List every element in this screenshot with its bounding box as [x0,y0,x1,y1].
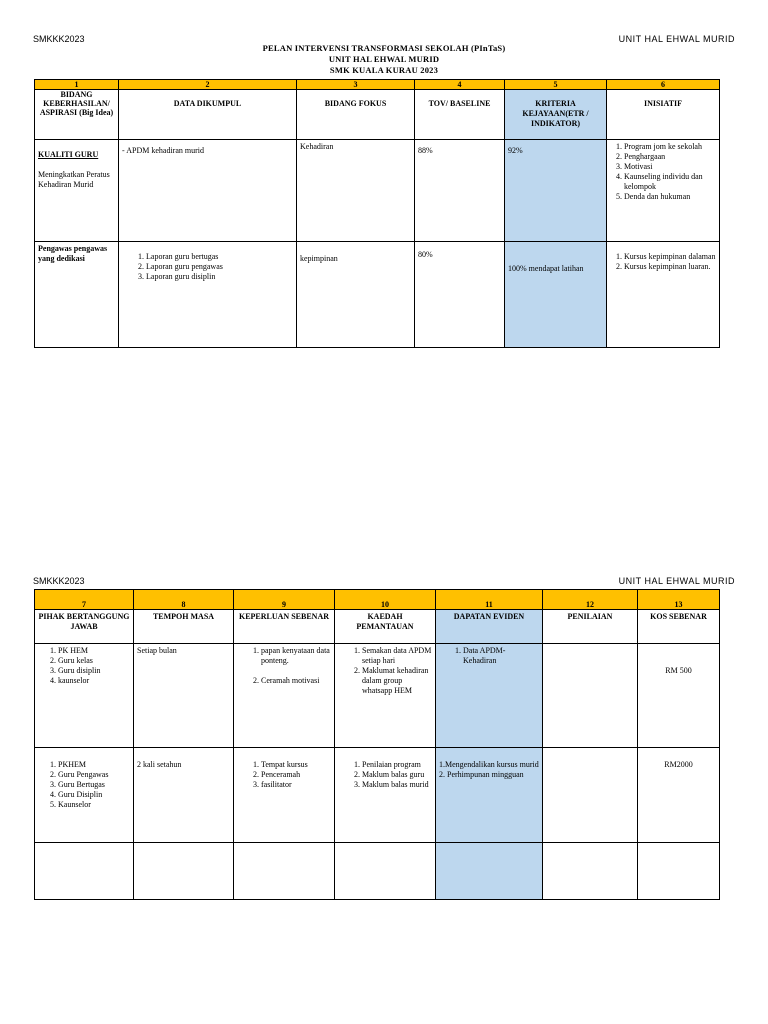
header-keperluan: KEPERLUAN SEBENAR [234,610,335,644]
header-kriteria: KRITERIA KEJAYAAN(ETR / INDIKATOR) [505,90,607,140]
col-number: 10 [335,590,436,610]
fokus-cell: kepimpinan [297,242,415,348]
list-item: 1. Penilaian program [362,760,432,770]
title-line-3: SMK KUALA KURAU 2023 [329,65,439,75]
list-item: 4. Guru Disiplin [58,790,130,800]
list-item: 2. Guru Pengawas [58,770,130,780]
col-number: 4 [415,80,505,90]
list-item: 3. Motivasi [624,162,716,172]
plan-table-part2 [34,589,720,900]
list-item: 5. Denda dan hukuman [624,192,716,202]
page1-title [0,43,768,76]
list-item: 3. fasilitator [261,780,331,790]
col-number: 3 [297,80,415,90]
col-number: 11 [436,590,543,610]
inisiatif-cell [607,140,720,242]
col-number: 7 [35,590,134,610]
kos-cell: RM2000 [638,748,720,843]
bidang-title: KUALITI GURU [38,150,99,159]
list-item: 2. Maklumat kehadiran dalam group whatsapp HEM [362,666,432,696]
pihak-cell [35,644,134,748]
list-item: 2. Guru kelas [58,656,130,666]
header-kaedah: KAEDAH PEMANTAUAN [335,610,436,644]
col-number: 9 [234,590,335,610]
col-number: 6 [607,80,720,90]
kos-cell: RM 500 [638,644,720,748]
table-row [35,748,720,843]
empty-cell [134,843,234,900]
empty-cell [436,843,543,900]
page1-header-left: SMKKK2023 [33,34,85,44]
fokus-cell: Kehadiran [297,140,415,242]
data-cell [119,242,297,348]
list-item: 5. Kaunselor [58,800,130,810]
col-number: 5 [505,80,607,90]
list-item: 3. Guru disiplin [58,666,130,676]
header-data: DATA DIKUMPUL [119,90,297,140]
kaedah-cell [335,748,436,843]
page2-header-right: UNIT HAL EHWAL MURID [618,576,735,586]
page2-header-left: SMKKK2023 [33,576,85,586]
bidang-text: Pengawas pengawas yang dedikasi [35,242,119,348]
list-item: 2. Maklum balas guru [362,770,432,780]
col-number: 13 [638,590,720,610]
list-item: 1. Tempat kursus [261,760,331,770]
table-row [35,644,720,748]
tov-cell: 88% [415,140,505,242]
pihak-cell [35,748,134,843]
kaedah-cell [335,644,436,748]
table-row [35,242,720,348]
list-item: 1. papan kenyataan data ponteng. [261,646,331,666]
dapatan-line: 1.Mengendalikan kursus murid [439,760,539,769]
list-item: 4. kaunselor [58,676,130,686]
list-item: 3. Guru Bertugas [58,780,130,790]
list-item: 1. Kursus kepimpinan dalaman [624,252,716,262]
tov-cell: 80% [415,242,505,348]
empty-cell [638,843,720,900]
header-pihak: PIHAK BERTANGGUNG JAWAB [35,610,134,644]
header-fokus: BIDANG FOKUS [297,90,415,140]
header-kos: KOS SEBENAR [638,610,720,644]
list-item: 2. Penceramah [261,770,331,780]
list-item: 2. Laporan guru pengawas [146,262,293,272]
list-item: 1. Program jom ke sekolah [624,142,716,152]
dapatan-cell [436,644,543,748]
title-line-2: UNIT HAL EHWAL MURID [328,54,440,64]
header-dapatan: DAPATAN EVIDEN [436,610,543,644]
empty-cell [543,843,638,900]
tempoh-cell: 2 kali setahun [134,748,234,843]
list-item: 2. Ceramah motivasi [261,676,331,686]
empty-cell [335,843,436,900]
list-item: 1. Semakan data APDM setiap hari [362,646,432,666]
column-number-row [35,80,720,90]
header-inisiatif: INISIATIF [607,90,720,140]
list-item: 1. Data APDM- Kehadiran [463,646,539,666]
title-line-1: PELAN INTERVENSI TRANSFORMASI SEKOLAH (PInTaS) [262,43,506,53]
list-item: 2. Kursus kepimpinan luaran. [624,262,716,272]
header-tempoh: TEMPOH MASA [134,610,234,644]
col-number: 8 [134,590,234,610]
col-number: 2 [119,80,297,90]
list-item: 3. Laporan guru disiplin [146,272,293,282]
list-item: 1. PKHEM [58,760,130,770]
tempoh-cell: Setiap bulan [134,644,234,748]
dapatan-cell [436,748,543,843]
penilaian-cell [543,644,638,748]
header-penilaian: PENILAIAN [543,610,638,644]
empty-cell [234,843,335,900]
list-item: 1. PK HEM [58,646,130,656]
table-row-empty [35,843,720,900]
bidang-text: Meningkatkan Peratus Kehadiran Murid [38,170,110,189]
list-item: 3. Maklum balas murid [362,780,432,790]
kriteria-cell: 92% [505,140,607,242]
list-item: 4. Kaunseling individu dan kelompok [624,172,716,192]
page1-header-right: UNIT HAL EHWAL MURID [618,34,735,44]
list-item: 1. Laporan guru bertugas [146,252,293,262]
list-item: 2. Penghargaan [624,152,716,162]
data-cell: - APDM kehadiran murid [119,140,297,242]
dapatan-line: 2. Perhimpunan mingguan [439,770,524,779]
empty-cell [35,843,134,900]
header-tov: TOV/ BASELINE [415,90,505,140]
keperluan-cell [234,748,335,843]
plan-table-part1 [34,79,720,348]
kriteria-cell: 100% mendapat latihan [505,242,607,348]
table-row [35,140,720,242]
penilaian-cell [543,748,638,843]
column-header-row [35,610,720,644]
header-bidang: BIDANG KEBERHASILAN/ ASPIRASI (Big Idea) [35,90,119,140]
inisiatif-cell [607,242,720,348]
col-number: 12 [543,590,638,610]
col-number: 1 [35,80,119,90]
column-header-row [35,90,720,140]
keperluan-cell [234,644,335,748]
column-number-row [35,590,720,610]
